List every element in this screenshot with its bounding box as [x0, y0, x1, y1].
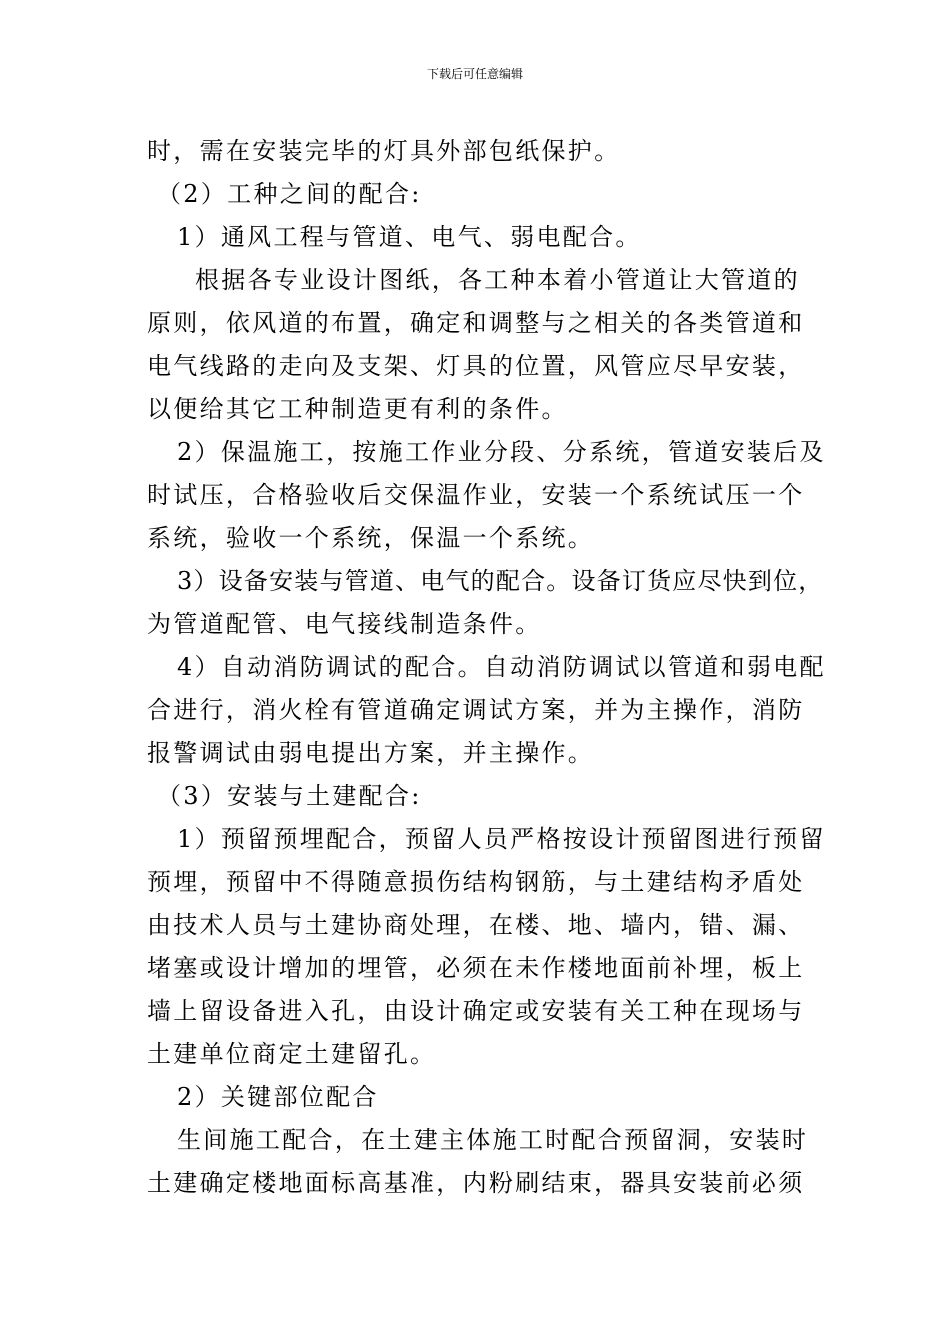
section-heading: （3）安装与土建配合: [157, 782, 422, 810]
paragraph-line: 原则，依风道的布置，确定和调整与之相关的各类管道和 [147, 309, 805, 337]
paragraph-line: 堵塞或设计增加的埋管，必须在未作楼地面前补埋，板上 [147, 954, 805, 982]
paragraph-line: 合进行，消火栓有管道确定调试方案，并为主操作，消防 [147, 696, 805, 724]
subsection-heading: 2）关键部位配合 [177, 1083, 379, 1111]
paragraph-line: 3）设备安装与管道、电气的配合。设备订货应尽快到位， [177, 567, 824, 595]
paragraph-line: 墙上留设备进入孔，由设计确定或安装有关工种在现场与 [147, 997, 805, 1025]
paragraph-line: 1）预留预埋配合，预留人员严格按设计预留图进行预留 [177, 825, 826, 853]
paragraph-line: 由技术人员与土建协商处理，在楼、地、墙内，错、漏、 [147, 911, 805, 939]
section-heading: （2）工种之间的配合: [157, 180, 422, 208]
paragraph-line: 以便给其它工种制造更有利的条件。 [147, 395, 568, 423]
paragraph-line: 系统，验收一个系统，保温一个系统。 [147, 524, 595, 552]
document-body [147, 130, 827, 1205]
paragraph-line: 土建单位商定土建留孔。 [147, 1040, 437, 1068]
paragraph-line: 电气线路的走向及支架、灯具的位置，风管应尽早安装， [147, 352, 805, 380]
paragraph-line: 时，需在安装完毕的灯具外部包纸保护。 [147, 137, 621, 165]
paragraph-line: 预埋，预留中不得随意损伤结构钢筋，与土建结构矛盾处 [147, 868, 805, 896]
paragraph-line: 4）自动消防调试的配合。自动消防调试以管道和弱电配 [177, 653, 826, 681]
paragraph-line: 2）保温施工，按施工作业分段、分系统，管道安装后及 [177, 438, 826, 466]
subsection-heading: 1）通风工程与管道、电气、弱电配合。 [177, 223, 642, 251]
paragraph-line: 根据各专业设计图纸，各工种本着小管道让大管道的 [195, 266, 800, 294]
paragraph-line: 土建确定楼地面标高基准，内粉刷结束，器具安装前必须 [147, 1169, 805, 1197]
page-header: 下载后可任意编辑 [426, 67, 523, 81]
paragraph-line: 为管道配管、电气接线制造条件。 [147, 610, 542, 638]
paragraph-line: 报警调试由弱电提出方案，并主操作。 [147, 739, 595, 767]
paragraph-line: 生间施工配合，在土建主体施工时配合预留洞，安装时 [177, 1126, 809, 1154]
paragraph-line: 时试压，合格验收后交保温作业，安装一个系统试压一个 [147, 481, 805, 509]
